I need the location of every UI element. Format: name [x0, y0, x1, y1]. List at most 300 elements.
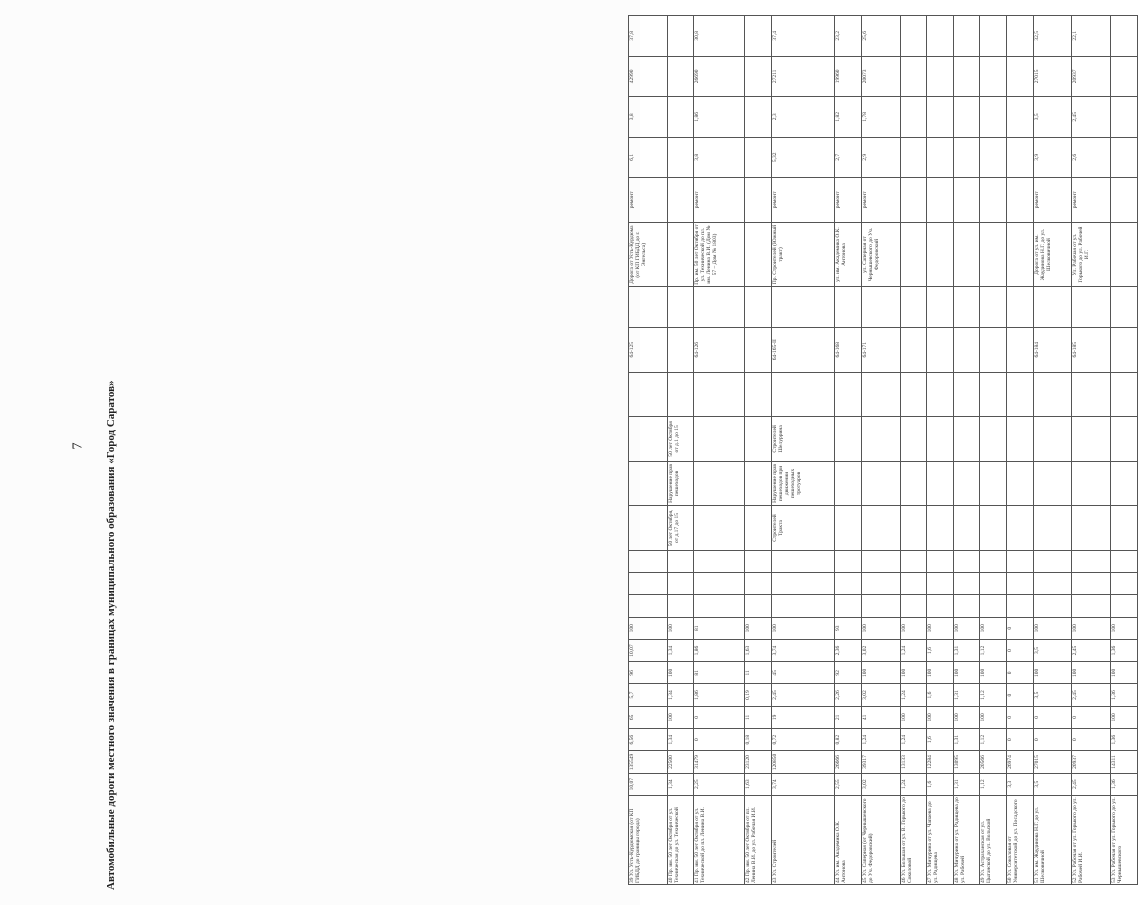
table-cell: 100 — [1072, 662, 1111, 684]
table-cell: 92 — [835, 662, 862, 684]
table-cell — [835, 287, 862, 328]
table-cell — [667, 97, 694, 138]
roads-table-container — [628, 15, 1138, 885]
table-cell — [900, 461, 927, 506]
table-cell: 22,1 — [1072, 16, 1111, 57]
table-cell: 96 — [629, 662, 668, 684]
table-cell — [1033, 573, 1072, 595]
table-cell: 1,36 — [1111, 684, 1138, 706]
table-cell: 1,31 — [953, 639, 980, 661]
table-cell: 100 — [980, 662, 1007, 684]
table-cell: 2,45 — [1072, 773, 1111, 795]
table-cell: 1,34 — [667, 639, 694, 661]
table-cell — [927, 417, 954, 462]
table-cell — [953, 287, 980, 328]
table-cell — [861, 417, 900, 462]
table-cell — [694, 287, 745, 328]
table-cell — [927, 550, 954, 572]
table-cell: 1,24 — [861, 729, 900, 751]
table-cell: 100 — [953, 662, 980, 684]
table-cell — [1033, 595, 1072, 617]
table-cell — [900, 506, 927, 551]
table-cell — [980, 550, 1007, 572]
table-cell: 0 — [1007, 662, 1034, 684]
table-cell — [927, 327, 954, 372]
table-cell: 120850 — [772, 751, 835, 773]
table-cell: 26666 — [835, 751, 862, 773]
table-cell — [745, 461, 772, 506]
table-cell — [861, 372, 900, 417]
table-cell: 135549 — [629, 751, 668, 773]
table-cell: 1,82 — [835, 97, 862, 138]
row-name-cell: 49 Ул. Астраханская от ул. Цыганской до ул. Вольской — [980, 795, 1007, 884]
table-cell: 2,36 — [835, 639, 862, 661]
table-cell: Ул. Рабочая от ул. Горького до ул. Рабочей И.Г. — [1072, 222, 1111, 287]
table-cell: 100 — [861, 662, 900, 684]
table-cell — [629, 550, 668, 572]
table-cell: 1,6 — [927, 773, 954, 795]
table-cell — [927, 573, 954, 595]
table-cell: 14311 — [1111, 751, 1138, 773]
table-cell — [1007, 372, 1034, 417]
table-cell — [667, 16, 694, 57]
table-cell — [667, 327, 694, 372]
table-cell: 1,31 — [953, 773, 980, 795]
table-cell — [745, 222, 772, 287]
table-cell: 3,74 — [772, 639, 835, 661]
table-cell: 2,7 — [835, 137, 862, 178]
table-cell — [900, 287, 927, 328]
table-cell: 0 — [1007, 639, 1034, 661]
table-cell — [1072, 595, 1111, 617]
table-cell: 3,5 — [1033, 97, 1072, 138]
table-cell — [861, 287, 900, 328]
table-cell: 100 — [861, 617, 900, 639]
table-cell — [694, 550, 745, 572]
table-cell — [629, 595, 668, 617]
table-cell: 41 — [861, 706, 900, 728]
table-cell: 10,07 — [629, 639, 668, 661]
table-cell: 1,86 — [694, 639, 745, 661]
table-cell: 100 — [900, 706, 927, 728]
table-cell: ремонт — [694, 178, 745, 223]
table-cell: 0 — [1007, 684, 1034, 706]
table-cell: 30,8 — [694, 16, 745, 57]
table-cell — [953, 178, 980, 223]
table-cell: 39317 — [861, 751, 900, 773]
table-cell: 26974 — [1007, 751, 1034, 773]
table-cell: 1,24 — [900, 639, 927, 661]
table-cell — [1007, 137, 1034, 178]
table-cell — [1111, 137, 1138, 178]
table-cell: Нарушение прав пешеходов — [667, 461, 694, 506]
table-cell — [1072, 573, 1111, 595]
table-cell: ремонт — [835, 178, 862, 223]
table-cell — [667, 137, 694, 178]
table-cell: 1,34 — [667, 729, 694, 751]
table-cell — [1111, 461, 1138, 506]
table-row — [1111, 16, 1138, 885]
table-cell — [1007, 287, 1034, 328]
table-cell: 23,2 — [835, 16, 862, 57]
table-cell: 100 — [953, 617, 980, 639]
table-cell: 13133 — [900, 751, 927, 773]
table-cell: 31479 — [694, 751, 745, 773]
table-cell — [772, 573, 835, 595]
table-cell: 1,12 — [980, 684, 1007, 706]
table-cell: 1,6 — [927, 729, 954, 751]
table-cell — [745, 506, 772, 551]
table-cell: 19960 — [835, 56, 862, 97]
table-cell: 0 — [1072, 729, 1111, 751]
table-cell: Дорога от ул. им. Жаудинова Н.Г. до ул. Шелковичной — [1033, 222, 1072, 287]
table-cell: 100 — [927, 617, 954, 639]
table-cell — [745, 56, 772, 97]
table-cell: 100 — [900, 617, 927, 639]
table-cell — [900, 573, 927, 595]
table-cell: ремонт — [629, 178, 668, 223]
table-cell — [900, 56, 927, 97]
table-cell: 50 лет Октября, от д.17 до 15 — [667, 506, 694, 551]
table-cell — [953, 327, 980, 372]
table-cell — [629, 573, 668, 595]
table-cell — [927, 178, 954, 223]
table-cell: 93 — [835, 617, 862, 639]
table-cell — [1007, 16, 1034, 57]
table-cell — [1007, 97, 1034, 138]
table-row — [835, 16, 862, 885]
table-cell: 21 — [835, 706, 862, 728]
table-cell — [1111, 372, 1138, 417]
table-cell — [953, 222, 980, 287]
table-cell — [1111, 573, 1138, 595]
table-cell — [1007, 595, 1034, 617]
row-name-cell: 40 Пр. им. 50 лет Октября от ул. Техническая до ул. Технической — [667, 795, 694, 884]
table-cell: 20073 — [861, 56, 900, 97]
row-name-cell: 48 Ул. Мичурина от ул. Радищева до ул. Рабочей — [953, 795, 980, 884]
table-cell: 1,12 — [980, 729, 1007, 751]
table-cell: 1,36 — [1111, 729, 1138, 751]
table-cell: 27015 — [1033, 751, 1072, 773]
table-cell — [1111, 550, 1138, 572]
table-cell — [900, 222, 927, 287]
table-cell: 1,24 — [900, 684, 927, 706]
table-cell: 3,02 — [861, 684, 900, 706]
table-cell — [835, 550, 862, 572]
table-cell — [835, 595, 862, 617]
table-cell: ул. им. Академика О.К. Антонова — [835, 222, 862, 287]
table-cell — [1111, 56, 1138, 97]
table-cell: 0 — [1007, 729, 1034, 751]
table-cell: 3,9 — [1033, 137, 1072, 178]
table-cell: 1,31 — [953, 729, 980, 751]
table-cell: 64-185 — [1072, 327, 1111, 372]
table-cell — [667, 550, 694, 572]
table-cell: 100 — [772, 617, 835, 639]
table-cell — [980, 97, 1007, 138]
table-cell — [1111, 16, 1138, 57]
row-name-cell: 39 Ул. Усть-Курдюмская (от КП ГИБДД до границы города) — [629, 795, 668, 884]
table-cell — [772, 287, 835, 328]
table-cell: 2,45 — [1072, 684, 1111, 706]
table-cell: 3,5 — [1033, 639, 1072, 661]
table-cell: 3,02 — [861, 773, 900, 795]
table-cell — [861, 550, 900, 572]
table-cell: 1,31 — [953, 684, 980, 706]
table-cell: 100 — [745, 617, 772, 639]
table-cell — [980, 222, 1007, 287]
table-cell: 12284 — [927, 751, 954, 773]
table-cell: ремонт — [861, 178, 900, 223]
roads-table — [628, 15, 1138, 885]
table-cell: 100 — [667, 706, 694, 728]
table-cell — [772, 595, 835, 617]
table-cell: 27211 — [772, 56, 835, 97]
table-cell — [1072, 550, 1111, 572]
table-cell — [900, 327, 927, 372]
table-cell: 37,8 — [629, 16, 668, 57]
table-cell — [980, 16, 1007, 57]
document-title: Автомобильные дороги местного значения в границах муниципального образования «Город Саратов» — [105, 380, 117, 890]
table-cell: 2,9 — [861, 137, 900, 178]
table-cell — [1072, 506, 1111, 551]
table-cell — [629, 417, 668, 462]
table-cell — [745, 372, 772, 417]
table-cell: 10,07 — [629, 773, 668, 795]
table-row — [900, 16, 927, 885]
table-cell: 23120 — [745, 751, 772, 773]
table-cell — [1111, 97, 1138, 138]
table-cell: 3,8 — [694, 137, 745, 178]
table-cell: 1,12 — [980, 773, 1007, 795]
table-cell: 19 — [772, 706, 835, 728]
table-cell — [900, 595, 927, 617]
row-name-cell: 43 Ул. Строителей — [772, 795, 835, 884]
table-cell: 13095 — [953, 751, 980, 773]
table-cell — [927, 287, 954, 328]
table-cell — [980, 595, 1007, 617]
table-cell: 3,8 — [629, 97, 668, 138]
table-cell — [1033, 461, 1072, 506]
table-cell — [629, 372, 668, 417]
table-cell — [835, 417, 862, 462]
table-cell: 1,24 — [900, 729, 927, 751]
table-row — [861, 16, 900, 885]
table-cell — [745, 550, 772, 572]
table-cell — [835, 461, 862, 506]
table-cell — [745, 573, 772, 595]
table-cell — [1111, 595, 1138, 617]
table-cell — [900, 417, 927, 462]
table-cell — [1007, 461, 1034, 506]
table-cell — [980, 178, 1007, 223]
table-cell: 3,5 — [1033, 684, 1072, 706]
table-cell: 0,18 — [745, 729, 772, 751]
table-cell — [900, 97, 927, 138]
table-cell — [745, 16, 772, 57]
table-cell: 20937 — [1072, 56, 1111, 97]
table-cell — [953, 461, 980, 506]
table-cell — [980, 327, 1007, 372]
table-cell: 100 — [980, 706, 1007, 728]
table-cell: 0,19 — [745, 684, 772, 706]
table-cell — [1007, 417, 1034, 462]
table-cell — [927, 16, 954, 57]
table-cell — [980, 287, 1007, 328]
table-cell: 0 — [694, 729, 745, 751]
table-cell — [980, 372, 1007, 417]
table-cell: 1,6 — [927, 684, 954, 706]
row-name-cell: 42 Пр. им. 50 лет Октября от пл. Ленина В.И. до ул. Рабочая И.И. — [745, 795, 772, 884]
table-cell: ремонт — [772, 178, 835, 223]
table-cell: 27015 — [1033, 56, 1072, 97]
table-cell: 100 — [927, 662, 954, 684]
table-cell — [927, 506, 954, 551]
table-cell — [861, 506, 900, 551]
table-cell: 3,74 — [772, 773, 835, 795]
table-cell: 64-126 — [694, 327, 745, 372]
table-cell: 6,1 — [629, 137, 668, 178]
table-cell: 0 — [1033, 729, 1072, 751]
table-cell: 100 — [1111, 706, 1138, 728]
table-cell — [900, 178, 927, 223]
table-cell — [694, 372, 745, 417]
table-cell: 1,36 — [1111, 639, 1138, 661]
table-cell: 100 — [1033, 617, 1072, 639]
table-cell: 5,32 — [772, 137, 835, 178]
table-cell: 1,34 — [667, 773, 694, 795]
table-row — [1033, 16, 1072, 885]
table-cell — [953, 573, 980, 595]
table-row — [629, 16, 668, 885]
table-cell: Пр. им. 50 лет Октября от ул. Технической до пл. им. Ленина В.И. (Дом № 57 – Дом № 1803) — [694, 222, 745, 287]
table-cell — [1007, 178, 1034, 223]
table-cell — [1072, 287, 1111, 328]
table-cell: 64-165-II — [772, 327, 835, 372]
table-cell — [953, 56, 980, 97]
table-cell: 64-171 — [861, 327, 900, 372]
table-cell — [980, 506, 1007, 551]
table-cell: 11 — [745, 706, 772, 728]
table-cell — [953, 595, 980, 617]
table-cell: 5,7 — [629, 684, 668, 706]
table-cell: ремонт — [1033, 178, 1072, 223]
table-cell: 64-168 — [835, 327, 862, 372]
table-cell: 0,82 — [835, 729, 862, 751]
table-cell — [1007, 550, 1034, 572]
table-cell: 2,45 — [1072, 639, 1111, 661]
row-name-cell: 46 Ул. Большая от ул. В. Горького до Соколовой — [900, 795, 927, 884]
table-cell — [927, 461, 954, 506]
table-cell: 3,02 — [861, 639, 900, 661]
table-row — [667, 16, 694, 885]
table-cell — [1111, 178, 1138, 223]
table-cell: Строителей Тракта — [772, 506, 835, 551]
table-cell: 100 — [667, 617, 694, 639]
table-cell — [1111, 222, 1138, 287]
table-row — [980, 16, 1007, 885]
table-cell — [927, 97, 954, 138]
table-cell — [900, 137, 927, 178]
table-cell: Пр. Строителей (Южный тракт) — [772, 222, 835, 287]
table-row — [1007, 16, 1034, 885]
table-cell: 6,56 — [629, 729, 668, 751]
table-cell — [1111, 506, 1138, 551]
table-cell: Строителей Шелуррина — [772, 417, 835, 462]
table-cell: 64-184 — [1033, 327, 1072, 372]
table-cell: 0 — [694, 706, 745, 728]
table-cell — [1033, 417, 1072, 462]
table-cell — [1007, 573, 1034, 595]
table-cell: 1,63 — [745, 773, 772, 795]
table-cell — [694, 506, 745, 551]
table-cell: 0 — [1007, 706, 1034, 728]
table-cell: 2,6 — [1072, 137, 1111, 178]
table-cell: 100 — [1111, 617, 1138, 639]
table-cell: 32,5 — [1033, 16, 1072, 57]
table-cell — [953, 506, 980, 551]
table-cell — [667, 222, 694, 287]
table-cell — [927, 222, 954, 287]
table-cell — [667, 573, 694, 595]
table-cell: 3,3 — [1007, 773, 1034, 795]
table-cell — [745, 97, 772, 138]
table-cell — [667, 178, 694, 223]
table-cell: 64-125 — [629, 327, 668, 372]
table-cell — [1072, 417, 1111, 462]
page-number: 7 — [70, 442, 86, 450]
table-cell: 0 — [1033, 706, 1072, 728]
table-cell — [835, 573, 862, 595]
table-cell — [694, 595, 745, 617]
table-cell: 2,25 — [694, 773, 745, 795]
table-cell — [667, 372, 694, 417]
table-cell: 1,86 — [694, 684, 745, 706]
table-cell: 1,36 — [1111, 773, 1138, 795]
table-row — [1072, 16, 1111, 885]
table-cell: 37,4 — [772, 16, 835, 57]
table-cell — [861, 461, 900, 506]
table-cell: 1,78 — [861, 97, 900, 138]
table-cell — [953, 372, 980, 417]
table-row — [953, 16, 980, 885]
table-cell: 2,26 — [835, 684, 862, 706]
table-cell — [667, 595, 694, 617]
table-cell: 42990 — [629, 56, 668, 97]
table-cell — [629, 287, 668, 328]
table-cell — [953, 417, 980, 462]
row-name-cell: 50 Ул. Соколовая от Университетской до ул. Посадского — [1007, 795, 1034, 884]
table-cell: 2,45 — [1072, 97, 1111, 138]
table-cell — [694, 573, 745, 595]
table-cell: 100 — [1033, 662, 1072, 684]
table-cell — [953, 97, 980, 138]
table-cell: 100 — [953, 706, 980, 728]
table-cell — [980, 461, 1007, 506]
table-cell: 100 — [667, 662, 694, 684]
table-cell — [745, 178, 772, 223]
table-cell — [1072, 461, 1111, 506]
table-cell — [900, 16, 927, 57]
row-name-cell: 45 Ул. Саперная (от Чернышевского до Уч. Федоровский) — [861, 795, 900, 884]
row-name-cell: 47 Ул. Мичурина от ул. Чапаева до ул. Радищева — [927, 795, 954, 884]
table-cell — [900, 372, 927, 417]
table-cell: 11 — [745, 662, 772, 684]
table-cell — [1033, 506, 1072, 551]
table-cell: 1,24 — [900, 773, 927, 795]
table-cell — [745, 417, 772, 462]
row-name-cell: 53 Ул. Рабочая от ул. Горького до ул. Чернышевского — [1111, 795, 1138, 884]
